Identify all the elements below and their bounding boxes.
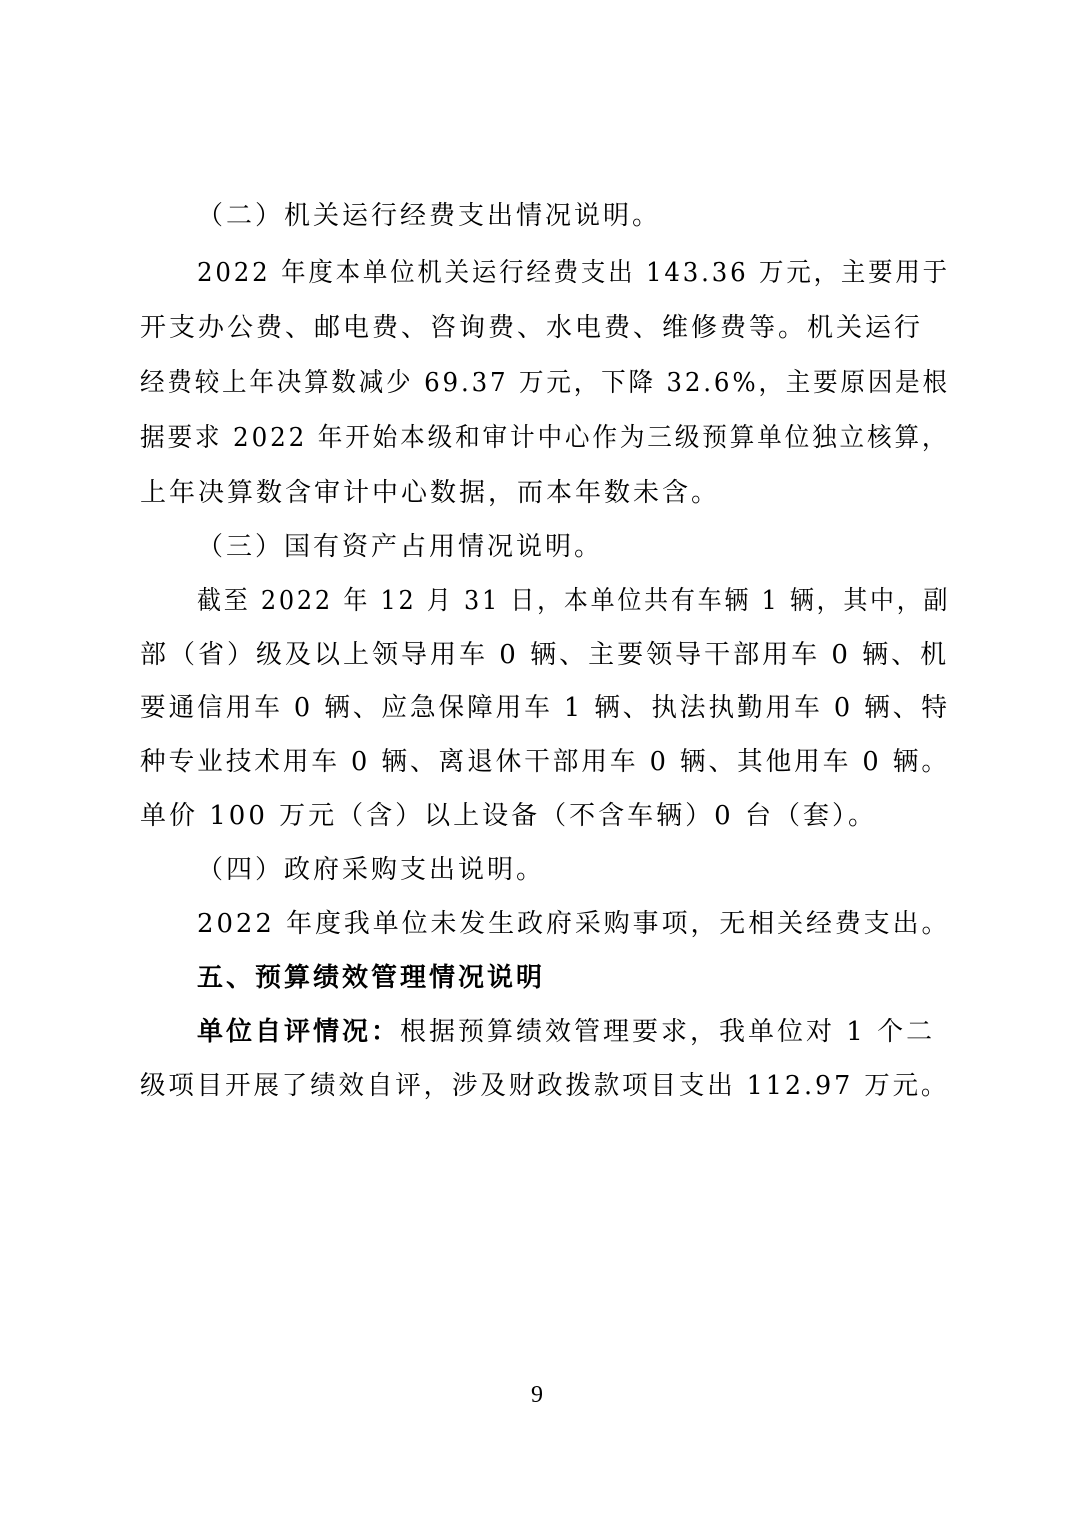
self-evaluation-text: 根据预算绩效管理要求，我单位对 1 个二: [400, 1017, 936, 1047]
section-3-line-5: 单价 100 万元（含）以上设备（不含车辆）0 台（套）。: [140, 801, 877, 831]
section-4-heading: （四）政府采购支出说明。: [197, 855, 546, 885]
section-2-line-3: 经费较上年决算数减少 69.37 万元，下降 32.6%，主要原因是根: [140, 368, 950, 398]
section-5-line-1: [197, 1016, 935, 1048]
section-5-line-2: 级项目开展了绩效自评，涉及财政拨款项目支出 112.97 万元。: [140, 1071, 950, 1101]
section-3-heading: （三）国有资产占用情况说明。: [197, 532, 604, 562]
section-2-line-5: 上年决算数含审计中心数据，而本年数未含。: [140, 478, 721, 508]
section-3-line-3: 要通信用车 0 辆、应急保障用车 1 辆、执法执勤用车 0 辆、特: [140, 693, 950, 723]
self-evaluation-label: 单位自评情况：: [197, 1017, 401, 1047]
section-2-line-2: 开支办公费、邮电费、咨询费、水电费、维修费等。机关运行: [140, 313, 924, 343]
section-3-line-1: 截至 2022 年 12 月 31 日，本单位共有车辆 1 辆，其中，副: [197, 586, 951, 616]
page-number: 9: [531, 1382, 543, 1408]
section-2-heading: （二）机关运行经费支出情况说明。: [197, 201, 662, 231]
section-3-line-4: 种专业技术用车 0 辆、离退休干部用车 0 辆、其他用车 0 辆。: [140, 747, 950, 777]
section-2-line-4: 据要求 2022 年开始本级和审计中心作为三级预算单位独立核算，: [140, 423, 950, 453]
section-3-line-2: 部（省）级及以上领导用车 0 辆、主要领导干部用车 0 辆、机: [140, 640, 950, 670]
section-4-line: 2022 年度我单位未发生政府采购事项，无相关经费支出。: [197, 909, 951, 939]
section-2-line-1: 2022 年度本单位机关运行经费支出 143.36 万元，主要用于: [197, 258, 950, 288]
section-5-heading: 五、预算绩效管理情况说明: [197, 963, 546, 993]
